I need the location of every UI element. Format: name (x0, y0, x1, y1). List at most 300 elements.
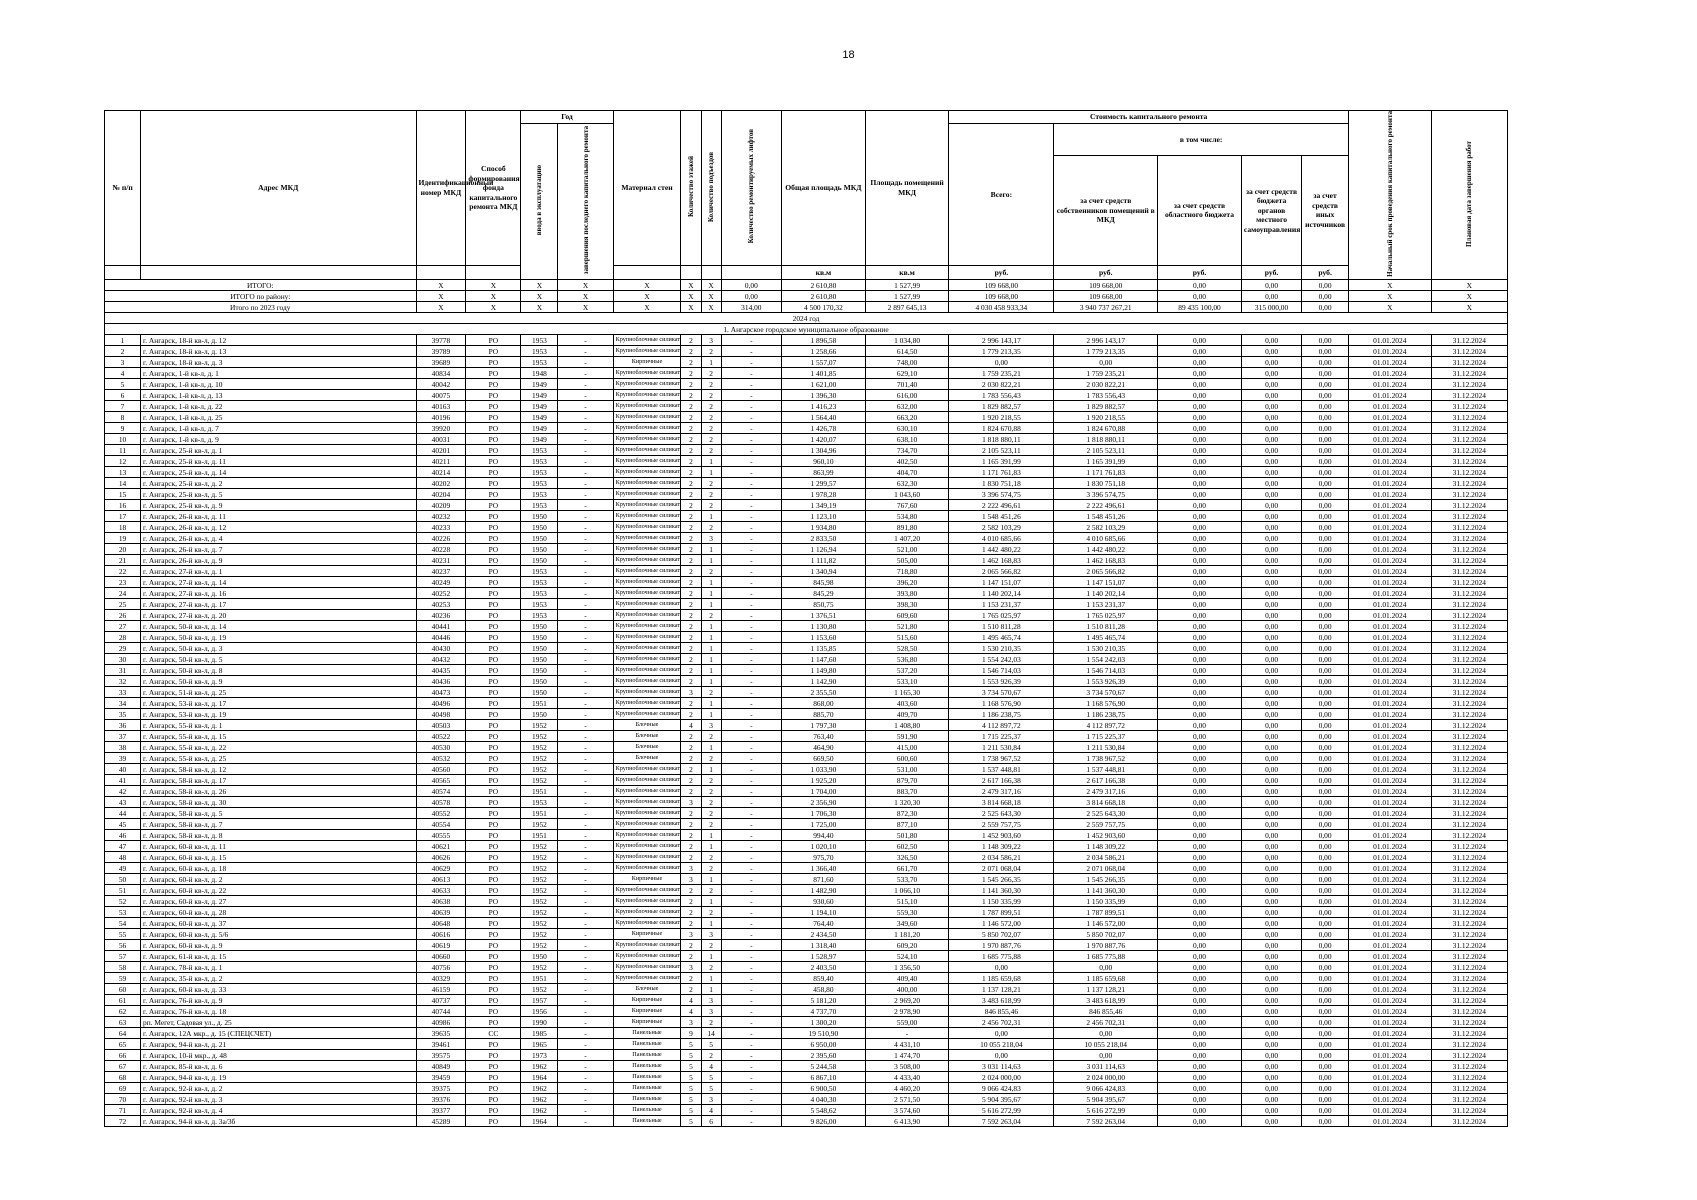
cost-regional-cell: 0,00 (1158, 830, 1242, 841)
year-last-repair-cell: - (558, 368, 613, 379)
entrances-cell: 2 (701, 489, 721, 500)
lifts-cell: - (721, 731, 781, 742)
fund-method-cell: РО (466, 1105, 521, 1116)
premises-area-cell: 632,30 (865, 478, 949, 489)
wall-material-cell: Крупноблочные силикат (613, 621, 681, 632)
table-row (105, 709, 1508, 720)
cost-total-cell: 1 765 025,97 (949, 610, 1054, 621)
lifts-cell: - (721, 973, 781, 984)
summary-cell: 109 668,00 (949, 291, 1054, 302)
fund-method-cell: РО (466, 709, 521, 720)
premises-area-cell: 616,00 (865, 390, 949, 401)
end-date-cell: 31.12.2024 (1431, 412, 1507, 423)
premises-area-cell: 6 413,90 (865, 1116, 949, 1127)
cost-owners-cell: 1 830 751,18 (1054, 478, 1158, 489)
unit-rub: руб. (1054, 265, 1158, 279)
start-date-cell: 01.01.2024 (1348, 885, 1431, 896)
start-date-cell: 01.01.2024 (1348, 775, 1431, 786)
cost-total-cell: 2 559 757,75 (949, 819, 1054, 830)
premises-area-cell: 614,50 (865, 346, 949, 357)
table-row (105, 445, 1508, 456)
col-owners-header: за счет средств собственников помещений в МКД (1054, 155, 1158, 265)
row-num-cell: 23 (105, 577, 141, 588)
row-num-cell: 26 (105, 610, 141, 621)
cost-total-cell: 0,00 (949, 962, 1054, 973)
cost-other-cell: 0,00 (1302, 841, 1349, 852)
lifts-cell: - (721, 940, 781, 951)
premises-area-cell: 4 431,10 (865, 1039, 949, 1050)
wall-material-cell: Панельные (613, 1039, 681, 1050)
table-row (105, 1006, 1508, 1017)
table-row (105, 643, 1508, 654)
table-row (105, 874, 1508, 885)
lifts-cell: - (721, 643, 781, 654)
year-commission-cell: 1952 (521, 841, 558, 852)
premises-area-cell: 1 408,80 (865, 720, 949, 731)
row-num-cell: 49 (105, 863, 141, 874)
row-num-cell: 24 (105, 588, 141, 599)
table-row (105, 863, 1508, 874)
premises-area-cell: 349,60 (865, 918, 949, 929)
cost-local-cell: 0,00 (1241, 676, 1301, 687)
start-date-cell: 01.01.2024 (1348, 379, 1431, 390)
cost-total-cell: 1 920 218,55 (949, 412, 1054, 423)
summary-cell: X (681, 280, 701, 291)
table-row (105, 1028, 1508, 1039)
start-date-cell: 01.01.2024 (1348, 456, 1431, 467)
row-num-cell: 55 (105, 929, 141, 940)
cost-local-cell: 0,00 (1241, 423, 1301, 434)
lifts-cell: - (721, 379, 781, 390)
row-num-cell: 64 (105, 1028, 141, 1039)
entrances-cell: 1 (701, 918, 721, 929)
year-last-repair-cell: - (558, 445, 613, 456)
row-num-cell: 17 (105, 511, 141, 522)
cost-regional-cell: 0,00 (1158, 456, 1242, 467)
end-date-cell: 31.12.2024 (1431, 632, 1507, 643)
lifts-cell: - (721, 698, 781, 709)
year-commission-cell: 1950 (521, 522, 558, 533)
address-cell: г. Ангарск, 92-й кв-л, д. 3 (141, 1094, 417, 1105)
building-id-cell: 40236 (416, 610, 466, 621)
cost-owners-cell: 2 559 757,75 (1054, 819, 1158, 830)
summary-cell: 1 527,99 (865, 280, 949, 291)
start-date-cell: 01.01.2024 (1348, 599, 1431, 610)
entrances-cell: 2 (701, 852, 721, 863)
lifts-cell: - (721, 885, 781, 896)
year-last-repair-cell: - (558, 533, 613, 544)
lifts-cell: - (721, 588, 781, 599)
building-id-cell: 40638 (416, 896, 466, 907)
table-row (105, 819, 1508, 830)
floors-cell: 2 (681, 709, 701, 720)
cost-owners-cell: 1 530 210,35 (1054, 643, 1158, 654)
cost-local-cell: 0,00 (1241, 401, 1301, 412)
cost-regional-cell: 0,00 (1158, 610, 1242, 621)
cost-total-cell: 1 148 309,22 (949, 841, 1054, 852)
table-row (105, 632, 1508, 643)
end-date-cell: 31.12.2024 (1431, 445, 1507, 456)
floors-cell: 2 (681, 599, 701, 610)
cost-local-cell: 0,00 (1241, 478, 1301, 489)
start-date-cell: 01.01.2024 (1348, 522, 1431, 533)
cost-local-cell: 0,00 (1241, 841, 1301, 852)
cost-other-cell: 0,00 (1302, 544, 1349, 555)
cost-local-cell: 0,00 (1241, 335, 1301, 346)
floors-cell: 2 (681, 412, 701, 423)
summary-cell: X (613, 302, 681, 313)
cost-regional-cell: 0,00 (1158, 467, 1242, 478)
row-num-cell: 1 (105, 335, 141, 346)
cost-total-cell: 1 685 775,88 (949, 951, 1054, 962)
lifts-cell: - (721, 808, 781, 819)
row-num-cell: 31 (105, 665, 141, 676)
entrances-cell: 2 (701, 423, 721, 434)
year-commission-cell: 1950 (521, 643, 558, 654)
col-fund-method-header: Способ формирования фонда капитального ремонта МКД (466, 111, 521, 266)
floors-cell: 3 (681, 1017, 701, 1028)
year-commission-cell: 1951 (521, 698, 558, 709)
cost-owners-cell: 1 787 899,51 (1054, 907, 1158, 918)
fund-method-cell: РО (466, 764, 521, 775)
total-area-cell: 1 426,78 (782, 423, 866, 434)
fund-method-cell: РО (466, 456, 521, 467)
lifts-cell: - (721, 676, 781, 687)
floors-cell: 2 (681, 984, 701, 995)
year-last-repair-cell: - (558, 478, 613, 489)
total-area-cell: 859,40 (782, 973, 866, 984)
cost-local-cell: 0,00 (1241, 643, 1301, 654)
cost-other-cell: 0,00 (1302, 940, 1349, 951)
floors-cell: 2 (681, 555, 701, 566)
fund-method-cell: РО (466, 379, 521, 390)
lifts-cell: - (721, 742, 781, 753)
cost-owners-cell: 7 592 263,04 (1054, 1116, 1158, 1127)
total-area-cell: 1 258,66 (782, 346, 866, 357)
wall-material-cell: Крупноблочные силикат (613, 962, 681, 973)
total-area-cell: 1 725,00 (782, 819, 866, 830)
cost-other-cell: 0,00 (1302, 731, 1349, 742)
end-date-cell: 31.12.2024 (1431, 731, 1507, 742)
entrances-cell: 2 (701, 522, 721, 533)
summary-cell: X (466, 280, 521, 291)
cost-other-cell: 0,00 (1302, 500, 1349, 511)
row-num-cell: 14 (105, 478, 141, 489)
building-id-cell: 40744 (416, 1006, 466, 1017)
total-area-cell: 868,00 (782, 698, 866, 709)
floors-cell: 2 (681, 698, 701, 709)
fund-method-cell: РО (466, 687, 521, 698)
cost-total-cell: 1 738 967,52 (949, 753, 1054, 764)
fund-method-cell: РО (466, 742, 521, 753)
entrances-cell: 1 (701, 698, 721, 709)
table-row (105, 1039, 1508, 1050)
cost-local-cell: 0,00 (1241, 357, 1301, 368)
col-other-header: за счет средств иных источников (1302, 155, 1349, 265)
year-last-repair-cell: - (558, 1083, 613, 1094)
start-date-cell: 01.01.2024 (1348, 940, 1431, 951)
address-cell: г. Ангарск, 27-й кв-л, д. 20 (141, 610, 417, 621)
building-id-cell: 40621 (416, 841, 466, 852)
cost-total-cell: 5 904 395,67 (949, 1094, 1054, 1105)
cost-local-cell: 0,00 (1241, 863, 1301, 874)
cost-local-cell: 0,00 (1241, 973, 1301, 984)
lifts-cell: - (721, 412, 781, 423)
table-row (105, 533, 1508, 544)
building-id-cell: 40232 (416, 511, 466, 522)
cost-local-cell: 0,00 (1241, 500, 1301, 511)
entrances-cell: 2 (701, 687, 721, 698)
cost-other-cell: 0,00 (1302, 1105, 1349, 1116)
address-cell: г. Ангарск, 10-й мкр., д. 48 (141, 1050, 417, 1061)
end-date-cell: 31.12.2024 (1431, 379, 1507, 390)
end-date-cell: 31.12.2024 (1431, 533, 1507, 544)
cost-regional-cell: 0,00 (1158, 951, 1242, 962)
address-cell: г. Ангарск, 85-й кв-л, д. 6 (141, 1061, 417, 1072)
building-id-cell: 46159 (416, 984, 466, 995)
summary-cell: X (558, 302, 613, 313)
total-area-cell: 4 040,30 (782, 1094, 866, 1105)
cost-total-cell: 9 066 424,83 (949, 1083, 1054, 1094)
year-last-repair-cell: - (558, 456, 613, 467)
wall-material-cell: Панельные (613, 1116, 681, 1127)
year-last-repair-cell: - (558, 698, 613, 709)
cost-regional-cell: 0,00 (1158, 896, 1242, 907)
year-commission-cell: 1950 (521, 533, 558, 544)
cost-regional-cell: 0,00 (1158, 1072, 1242, 1083)
table-row (105, 896, 1508, 907)
lifts-cell: - (721, 665, 781, 676)
start-date-cell: 01.01.2024 (1348, 929, 1431, 940)
floors-cell: 3 (681, 962, 701, 973)
row-num-cell: 61 (105, 995, 141, 1006)
row-num-cell: 27 (105, 621, 141, 632)
total-area-cell: 6 900,50 (782, 1083, 866, 1094)
cost-total-cell: 2 617 166,38 (949, 775, 1054, 786)
start-date-cell: 01.01.2024 (1348, 357, 1431, 368)
row-num-cell: 60 (105, 984, 141, 995)
summary-cell: X (1431, 291, 1507, 302)
cost-local-cell: 0,00 (1241, 434, 1301, 445)
entrances-cell: 2 (701, 940, 721, 951)
fund-method-cell: РО (466, 643, 521, 654)
address-cell: г. Ангарск, 60-й кв-л, д. 18 (141, 863, 417, 874)
end-date-cell: 31.12.2024 (1431, 753, 1507, 764)
floors-cell: 2 (681, 610, 701, 621)
entrances-cell: 2 (701, 907, 721, 918)
cost-total-cell: 2 582 103,29 (949, 522, 1054, 533)
fund-method-cell: РО (466, 995, 521, 1006)
unit-rub: руб. (949, 265, 1054, 279)
building-id-cell: 39376 (416, 1094, 466, 1105)
wall-material-cell: Блочные (613, 720, 681, 731)
year-commission-cell: 1957 (521, 995, 558, 1006)
wall-material-cell: Крупноблочные силикат (613, 940, 681, 951)
cost-local-cell: 0,00 (1241, 885, 1301, 896)
lifts-cell: - (721, 423, 781, 434)
row-num-cell: 59 (105, 973, 141, 984)
fund-method-cell: РО (466, 522, 521, 533)
summary-cell: 0,00 (1302, 302, 1349, 313)
wall-material-cell: Крупноблочные силикат (613, 863, 681, 874)
building-id-cell: 40228 (416, 544, 466, 555)
cost-other-cell: 0,00 (1302, 1061, 1349, 1072)
cost-other-cell: 0,00 (1302, 808, 1349, 819)
premises-area-cell: 533,70 (865, 874, 949, 885)
cost-owners-cell: 1 818 880,11 (1054, 434, 1158, 445)
fund-method-cell: РО (466, 841, 521, 852)
fund-method-cell: РО (466, 500, 521, 511)
year-commission-cell: 1962 (521, 1105, 558, 1116)
end-date-cell: 31.12.2024 (1431, 390, 1507, 401)
cost-local-cell: 0,00 (1241, 1006, 1301, 1017)
building-id-cell: 40446 (416, 632, 466, 643)
start-date-cell: 01.01.2024 (1348, 390, 1431, 401)
start-date-cell: 01.01.2024 (1348, 1050, 1431, 1061)
table-row (105, 940, 1508, 951)
fund-method-cell: РО (466, 874, 521, 885)
address-cell: г. Ангарск, 94-й кв-л, д. 21 (141, 1039, 417, 1050)
cost-total-cell: 1 829 882,57 (949, 401, 1054, 412)
table-body (105, 280, 1508, 1127)
cost-owners-cell: 0,00 (1054, 357, 1158, 368)
cost-local-cell: 0,00 (1241, 852, 1301, 863)
cost-regional-cell: 0,00 (1158, 357, 1242, 368)
cost-regional-cell: 0,00 (1158, 753, 1242, 764)
col-year-header: Год (521, 111, 613, 124)
cost-total-cell: 1 545 266,35 (949, 874, 1054, 885)
building-id-cell: 40211 (416, 456, 466, 467)
end-date-cell: 31.12.2024 (1431, 1061, 1507, 1072)
total-area-cell: 1 420,07 (782, 434, 866, 445)
year-commission-cell: 1951 (521, 830, 558, 841)
cost-local-cell: 0,00 (1241, 368, 1301, 379)
address-cell: г. Ангарск, 60-й кв-л, д. 22 (141, 885, 417, 896)
address-cell: г. Ангарск, 58-й кв-л, д. 26 (141, 786, 417, 797)
premises-area-cell: 629,10 (865, 368, 949, 379)
cost-regional-cell: 0,00 (1158, 544, 1242, 555)
year-commission-cell: 1952 (521, 918, 558, 929)
total-area-cell: 1 706,30 (782, 808, 866, 819)
start-date-cell: 01.01.2024 (1348, 720, 1431, 731)
year-last-repair-cell: - (558, 1116, 613, 1127)
building-id-cell: 45289 (416, 1116, 466, 1127)
cost-regional-cell: 0,00 (1158, 874, 1242, 885)
start-date-cell: 01.01.2024 (1348, 533, 1431, 544)
end-date-cell: 31.12.2024 (1431, 676, 1507, 687)
year-last-repair-cell: - (558, 742, 613, 753)
entrances-cell: 14 (701, 1028, 721, 1039)
fund-method-cell: РО (466, 610, 521, 621)
premises-area-cell: 400,00 (865, 984, 949, 995)
year-last-repair-cell: - (558, 1061, 613, 1072)
building-id-cell: 40201 (416, 445, 466, 456)
wall-material-cell: Панельные (613, 1094, 681, 1105)
cost-other-cell: 0,00 (1302, 1072, 1349, 1083)
address-cell: г. Ангарск, 26-й кв-л, д. 9 (141, 555, 417, 566)
year-commission-cell: 1964 (521, 1116, 558, 1127)
floors-cell: 2 (681, 841, 701, 852)
cost-regional-cell: 0,00 (1158, 720, 1242, 731)
lifts-cell: - (721, 1006, 781, 1017)
end-date-cell: 31.12.2024 (1431, 841, 1507, 852)
lifts-cell: - (721, 962, 781, 973)
floors-cell: 2 (681, 918, 701, 929)
fund-method-cell: СС (466, 1028, 521, 1039)
cost-other-cell: 0,00 (1302, 434, 1349, 445)
summary-row (105, 291, 1508, 302)
cost-owners-cell: 1 146 572,00 (1054, 918, 1158, 929)
table-row (105, 390, 1508, 401)
premises-area-cell: 501,80 (865, 830, 949, 841)
cost-regional-cell: 0,00 (1158, 907, 1242, 918)
year-commission-cell: 1951 (521, 973, 558, 984)
floors-cell: 2 (681, 654, 701, 665)
fund-method-cell: РО (466, 775, 521, 786)
cost-owners-cell: 1 171 761,83 (1054, 467, 1158, 478)
entrances-cell: 3 (701, 533, 721, 544)
premises-area-cell: 521,80 (865, 621, 949, 632)
cost-other-cell: 0,00 (1302, 1028, 1349, 1039)
cost-total-cell: 1 211 530,84 (949, 742, 1054, 753)
year-commission-cell: 1952 (521, 907, 558, 918)
wall-material-cell: Крупноблочные силикат (613, 665, 681, 676)
premises-area-cell: 767,60 (865, 500, 949, 511)
end-date-cell: 31.12.2024 (1431, 621, 1507, 632)
fund-method-cell: РО (466, 1083, 521, 1094)
col-year-commission-header: ввода в эксплуатацию (521, 124, 558, 280)
address-cell: г. Ангарск, 25-й кв-л, д. 1 (141, 445, 417, 456)
year-commission-cell: 1950 (521, 709, 558, 720)
entrances-cell: 1 (701, 555, 721, 566)
end-date-cell: 31.12.2024 (1431, 852, 1507, 863)
premises-area-cell: 1 165,30 (865, 687, 949, 698)
end-date-cell: 31.12.2024 (1431, 1083, 1507, 1094)
wall-material-cell: Крупноблочные силикат (613, 412, 681, 423)
cost-other-cell: 0,00 (1302, 819, 1349, 830)
table-row (105, 357, 1508, 368)
cost-owners-cell: 5 616 272,99 (1054, 1105, 1158, 1116)
cost-owners-cell: 846 855,46 (1054, 1006, 1158, 1017)
building-id-cell: 40660 (416, 951, 466, 962)
table-row (105, 808, 1508, 819)
table-row (105, 566, 1508, 577)
end-date-cell: 31.12.2024 (1431, 962, 1507, 973)
total-area-cell: 975,70 (782, 852, 866, 863)
premises-area-cell: 883,70 (865, 786, 949, 797)
year-last-repair-cell: - (558, 764, 613, 775)
start-date-cell: 01.01.2024 (1348, 918, 1431, 929)
floors-cell: 2 (681, 643, 701, 654)
wall-material-cell: Крупноблочные силикат (613, 643, 681, 654)
capital-repair-table (104, 110, 1508, 1127)
year-commission-cell: 1950 (521, 654, 558, 665)
floors-cell: 2 (681, 676, 701, 687)
col-floors-header: Количество этажей (681, 111, 701, 266)
table-row (105, 786, 1508, 797)
building-id-cell: 39459 (416, 1072, 466, 1083)
year-commission-cell: 1949 (521, 434, 558, 445)
col-total-area-header: Общая площадь МКД (782, 111, 866, 266)
premises-area-cell: 326,50 (865, 852, 949, 863)
table-row (105, 544, 1508, 555)
cost-owners-cell: 1 462 168,83 (1054, 555, 1158, 566)
summary-cell: X (1431, 302, 1507, 313)
year-commission-cell: 1973 (521, 1050, 558, 1061)
building-id-cell: 40555 (416, 830, 466, 841)
summary-cell: 109 668,00 (1054, 280, 1158, 291)
total-area-cell: 1 033,90 (782, 764, 866, 775)
